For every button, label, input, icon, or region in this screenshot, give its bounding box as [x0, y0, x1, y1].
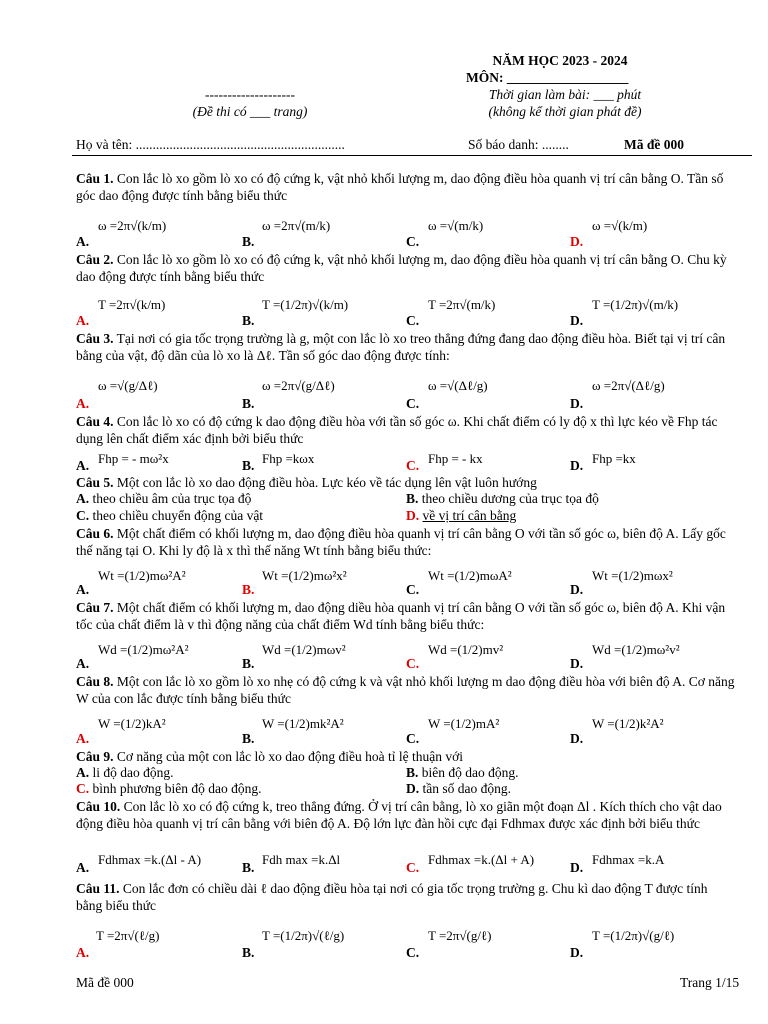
q11-formula-c: T =2π√(g/ℓ): [428, 928, 492, 943]
question-1: Câu 1. Con lắc lò xo gồm lò xo có độ cứng k, vật nhỏ khối lượng m, dao động điều hòa quanh vị trí cân bằng O. Tần số góc dao động được tính bằng biểu thức: [76, 171, 724, 203]
q1-option-c[interactable]: C.: [406, 234, 420, 249]
q1-formula-b: ω =2π√(m/k): [262, 218, 331, 233]
candidate-number-field: Số báo danh: ........: [468, 137, 569, 152]
q4-formula-c: Fhp = - kx: [428, 451, 483, 466]
q10-formula-b: Fdh max =k.Δl: [262, 852, 341, 867]
q11-option-a[interactable]: A.: [76, 945, 90, 960]
q1-formula-d: ω =√(k/m): [592, 218, 648, 233]
q7-formula-d: Wd =(1/2)mω²v²: [592, 642, 680, 657]
q3-option-b[interactable]: B.: [242, 396, 255, 411]
q10-option-c[interactable]: C.: [406, 860, 420, 875]
q5-option-a[interactable]: A. theo chiều âm của trục tọa độ: [76, 491, 252, 506]
q9-option-d[interactable]: D. tần số dao động.: [406, 781, 511, 796]
subject-line: MÔN: __________________: [466, 70, 629, 85]
q11-formula-a: T =2π√(ℓ/g): [96, 928, 160, 943]
page-count-note: (Đề thi có ___ trang): [192, 104, 308, 119]
q9-option-b[interactable]: B. biên độ dao động.: [406, 765, 519, 780]
q9-option-a[interactable]: A. li độ dao động.: [76, 765, 174, 780]
header-dashes: --------------------: [205, 87, 295, 102]
q7-option-d[interactable]: D.: [570, 656, 584, 671]
q3-option-a[interactable]: A.: [76, 396, 90, 411]
q2-option-a[interactable]: A.: [76, 313, 90, 328]
q6-formula-c: Wt =(1/2)mωA²: [428, 568, 512, 583]
q4-option-b[interactable]: B.: [242, 458, 255, 473]
q8-option-a[interactable]: A.: [76, 731, 90, 746]
question-6: Câu 6. Một chất điểm có khối lượng m, dao động điều hòa quanh vị trí cân bằng O với tần số góc ω, biên độ A. Lấy gốc thế năng tại O. Khi ly độ là x thì thế năng Wt tính bằng biểu thức:: [76, 526, 726, 558]
q4-formula-a: Fhp = - mω²x: [98, 451, 169, 466]
q10-option-b[interactable]: B.: [242, 860, 255, 875]
question-9: Câu 9. Cơ năng của một con lắc lò xo dao động điều hoà tỉ lệ thuận với: [76, 749, 463, 764]
q4-option-a[interactable]: A.: [76, 458, 90, 473]
q8-formula-d: W =(1/2)k²A²: [592, 716, 664, 731]
q7-formula-c: Wd =(1/2)mv²: [428, 642, 504, 657]
q8-formula-c: W =(1/2)mA²: [428, 716, 500, 731]
question-11: Câu 11. Con lắc đơn có chiều dài ℓ dao động điều hòa tại nơi có gia tốc trọng trường g. Chu kì dao động T được tính bằng biểu thức: [76, 881, 708, 913]
q6-formula-d: Wt =(1/2)mωx²: [592, 568, 673, 583]
q8-option-c[interactable]: C.: [406, 731, 420, 746]
q10-formula-a: Fdhmax =k.(Δl - A): [98, 852, 202, 867]
exam-code: Mã đề 000: [624, 137, 684, 152]
q11-formula-b: T =(1/2π)√(ℓ/g): [262, 928, 345, 943]
q2-formula-c: T =2π√(m/k): [428, 297, 496, 312]
q1-option-a[interactable]: A.: [76, 234, 90, 249]
q6-formula-b: Wt =(1/2)mω²x²: [262, 568, 347, 583]
q2-formula-b: T =(1/2π)√(k/m): [262, 297, 349, 312]
q8-option-d[interactable]: D.: [570, 731, 584, 746]
q2-formula-d: T =(1/2π)√(m/k): [592, 297, 679, 312]
q2-option-d[interactable]: D.: [570, 313, 584, 328]
q7-option-a[interactable]: A.: [76, 656, 90, 671]
q8-option-b[interactable]: B.: [242, 731, 255, 746]
q9-option-c[interactable]: C. bình phương biên độ dao động.: [76, 781, 262, 796]
q6-option-b[interactable]: B.: [242, 582, 255, 597]
q1-option-b[interactable]: B.: [242, 234, 255, 249]
q11-option-b[interactable]: B.: [242, 945, 255, 960]
q10-option-a[interactable]: A.: [76, 860, 90, 875]
q6-option-a[interactable]: A.: [76, 582, 90, 597]
q5-option-c[interactable]: C. theo chiều chuyển động của vật: [76, 508, 264, 523]
page-number: Trang 1/15: [680, 975, 740, 990]
q8-formula-a: W =(1/2)kA²: [98, 716, 166, 731]
header-divider: [72, 155, 752, 156]
question-8: Câu 8. Một con lắc lò xo gồm lò xo nhẹ có độ cứng k và vật nhỏ khối lượng m dao động điều hòa với biên độ A. Cơ năng W của con lắc được tính bằng biểu thức: [76, 674, 735, 706]
exam-time-note: (không kể thời gian phát đề): [488, 104, 642, 119]
student-name-field: Họ và tên: ..............................................................: [76, 137, 345, 152]
question-2: Câu 2. Con lắc lò xo gồm lò xo có độ cứng k, vật nhỏ khối lượng m, dao động điều hòa quanh vị trí cân bằng O. Chu kỳ dao động được tính bằng biểu thức: [76, 252, 727, 284]
q6-option-d[interactable]: D.: [570, 582, 584, 597]
q7-formula-b: Wd =(1/2)mωv²: [262, 642, 346, 657]
q11-option-d[interactable]: D.: [570, 945, 584, 960]
q4-formula-d: Fhp =kx: [592, 451, 636, 466]
q1-formula-c: ω =√(m/k): [428, 218, 484, 233]
question-4: Câu 4. Con lắc lò xo có độ cứng k dao động điều hòa với tần số góc ω. Khi chất điểm có ly độ x thì lực kéo về Fhp tác dụng lên chất điểm xác định bởi biểu thức: [76, 414, 718, 446]
q3-formula-a: ω =√(g/Δℓ): [98, 378, 158, 393]
q7-formula-a: Wd =(1/2)mω²A²: [98, 642, 189, 657]
q5-option-d[interactable]: D. về vị trí cân bằng: [406, 508, 517, 523]
q1-option-d[interactable]: D.: [570, 234, 584, 249]
q6-option-c[interactable]: C.: [406, 582, 420, 597]
q10-formula-d: Fdhmax =k.A: [592, 852, 665, 867]
q8-formula-b: W =(1/2)mk²A²: [262, 716, 344, 731]
q10-formula-c: Fdhmax =k.(Δl + A): [428, 852, 535, 867]
q4-option-c[interactable]: C.: [406, 458, 420, 473]
q4-option-d[interactable]: D.: [570, 458, 584, 473]
q7-option-b[interactable]: B.: [242, 656, 255, 671]
q2-option-b[interactable]: B.: [242, 313, 255, 328]
q1-formula-a: ω =2π√(k/m): [98, 218, 167, 233]
q6-formula-a: Wt =(1/2)mω²A²: [98, 568, 186, 583]
q11-option-c[interactable]: C.: [406, 945, 420, 960]
q3-option-d[interactable]: D.: [570, 396, 584, 411]
question-7: Câu 7. Một chất điểm có khối lượng m, dao động diều hòa quanh vị trí cân bằng O với tần số góc ω, biên độ A. Khi vận tốc của chất điểm là v thì động năng của chất điểm Wd tính bằng biểu thức:: [76, 600, 726, 632]
q2-option-c[interactable]: C.: [406, 313, 420, 328]
q10-option-d[interactable]: D.: [570, 860, 584, 875]
q4-formula-b: Fhp =kωx: [262, 451, 315, 466]
q3-option-c[interactable]: C.: [406, 396, 420, 411]
question-5: Câu 5. Một con lắc lò xo dao động điều hòa. Lực kéo về tác dụng lên vật luôn hướng: [76, 475, 537, 490]
school-year: NĂM HỌC 2023 - 2024: [492, 53, 628, 68]
q3-formula-c: ω =√(Δℓ/g): [428, 378, 488, 393]
question-10: Câu 10. Con lắc lò xo có độ cứng k, treo thẳng đứng. Ở vị trí cân bằng, lò xo giãn một đoạn Δl . Kích thích cho vật dao động điều hòa quanh vị trí cân bằng với biên độ A. Độ lớn lực đàn hồi cực đại Fdhmax được xác định bởi biểu thức: [76, 799, 722, 831]
q5-option-b[interactable]: B. theo chiều dương của trục tọa độ: [406, 491, 599, 506]
exam-time: Thời gian làm bài: ___ phút: [488, 87, 642, 102]
q3-formula-d: ω =2π√(Δℓ/g): [592, 378, 665, 393]
q11-formula-d: T =(1/2π)√(g/ℓ): [592, 928, 675, 943]
q7-option-c[interactable]: C.: [406, 656, 420, 671]
q2-formula-a: T =2π√(k/m): [98, 297, 166, 312]
question-3: Câu 3. Tại nơi có gia tốc trọng trường là g, một con lắc lò xo treo thẳng đứng đang dao động điều hòa. Biết tại vị trí cân bằng của vật, độ dãn của lò xo là Δℓ. Tần số góc dao động được tính:: [76, 331, 726, 363]
q3-formula-b: ω =2π√(g/Δℓ): [262, 378, 335, 393]
footer-exam-code: Mã đề 000: [76, 975, 134, 990]
